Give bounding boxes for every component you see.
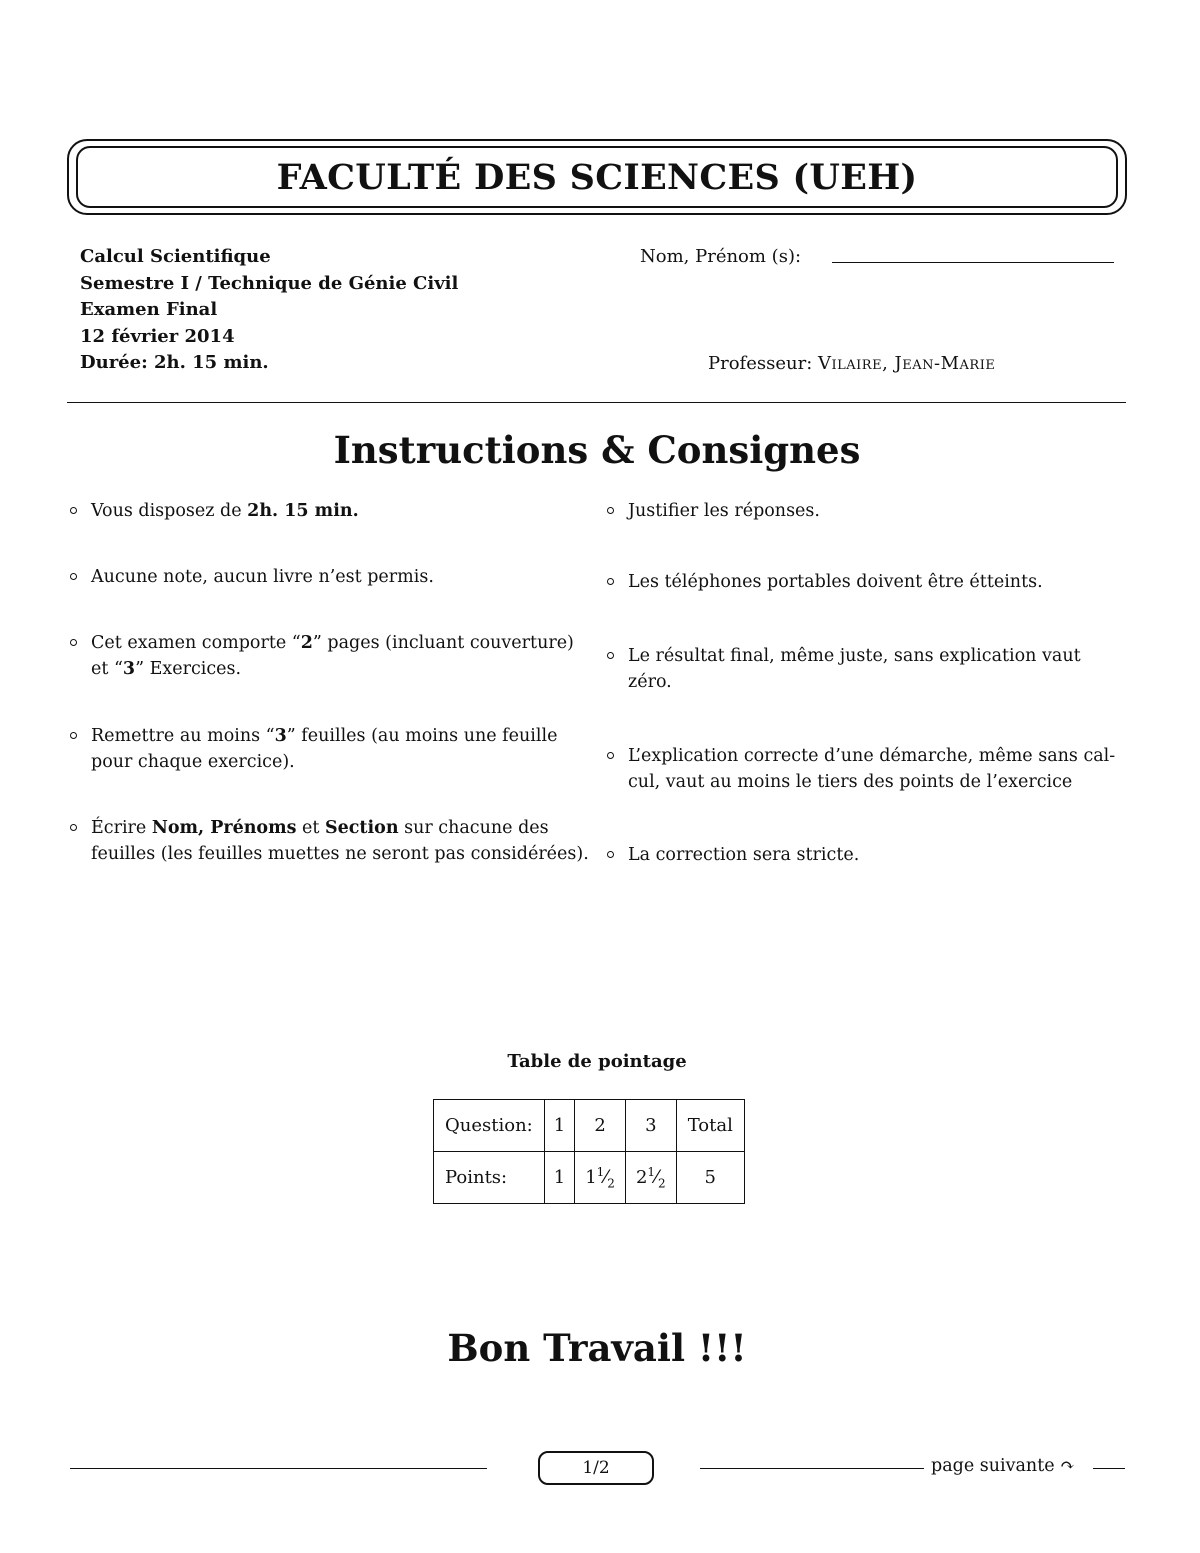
exam-date: 12 février 2014: [80, 325, 235, 347]
page-number-box: [538, 1451, 654, 1485]
bullet-icon: [70, 824, 77, 831]
closing-message: Bon Travail !!!: [447, 1326, 747, 1370]
semester: Semestre I / Technique de Génie Civil: [80, 272, 459, 294]
course-name: Calcul Scientifique: [80, 246, 271, 267]
score-table: [433, 1099, 745, 1204]
title-frame: [76, 146, 1118, 208]
bullet-icon: [70, 639, 77, 646]
footer-rule-left: [70, 1468, 487, 1469]
table-cell: Question:: [434, 1100, 545, 1152]
table-cell: 1: [544, 1152, 574, 1204]
bullet-icon: [607, 507, 614, 514]
exam-type: Examen Final: [80, 299, 218, 320]
table-cell: 2: [575, 1100, 626, 1152]
score-table-title: Table de pointage: [507, 1051, 687, 1072]
table-cell: $1^1⁄_2$: [575, 1152, 626, 1204]
table-cell: 1: [544, 1100, 574, 1152]
professor-label: Professeur:: [708, 353, 813, 374]
bullet-icon: [607, 578, 614, 585]
page-number: 1/2: [582, 1458, 610, 1478]
bullet-icon: [70, 732, 77, 739]
bullet-icon: [607, 851, 614, 858]
faculty-title: FACULTÉ DES SCIENCES (UEH): [276, 156, 918, 198]
header-divider: [67, 402, 1126, 403]
table-row: [434, 1152, 745, 1204]
bullet-icon: [607, 752, 614, 759]
name-label: Nom, Prénom (s):: [640, 246, 802, 267]
next-page-label: page suivante ↷: [931, 1456, 1075, 1476]
bullet-icon: [70, 573, 77, 580]
table-cell: $2^1⁄_2$: [625, 1152, 676, 1204]
professor-first-name: Jean-Marie: [894, 353, 996, 374]
course-info: [80, 244, 458, 377]
footer-rule-right: [700, 1468, 924, 1469]
instructions-title: Instructions & Consignes: [333, 428, 861, 472]
name-field-line[interactable]: [832, 262, 1114, 263]
table-cell: Points:: [434, 1152, 545, 1204]
exam-duration: Durée: 2h. 15 min.: [80, 352, 269, 373]
footer-rule-tail: [1093, 1468, 1125, 1469]
table-cell: 5: [676, 1152, 744, 1204]
table-cell: 3: [625, 1100, 676, 1152]
professor: Professeur: Vilaire, Jean-Marie: [708, 353, 996, 374]
table-cell: Total: [676, 1100, 744, 1152]
professor-last-name: Vilaire: [818, 353, 883, 374]
bullet-icon: [607, 652, 614, 659]
bullet-icon: [70, 507, 77, 514]
table-row: [434, 1100, 745, 1152]
